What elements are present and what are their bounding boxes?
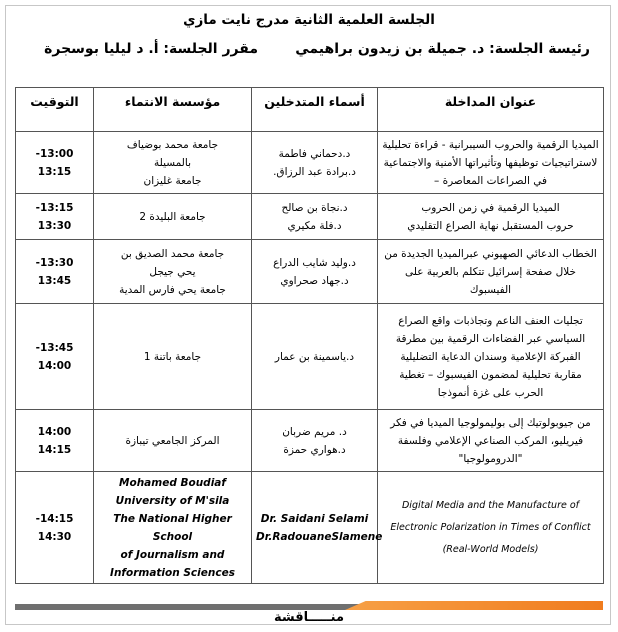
cell-time [16, 240, 94, 304]
speakers-line: د.فلة مكيري [287, 219, 342, 232]
session-chair: رئيسة الجلسة: د. جميلة بن زيدون براهيمي [295, 41, 590, 57]
cell-time [16, 410, 94, 472]
institution-line: Mohamed Boudiaf [119, 476, 226, 489]
cell-topic [378, 240, 604, 304]
topic-line: الميديا الرقمية والحروب السيبرانية - قراءة تحليلية [382, 138, 599, 151]
cell-institution [94, 304, 252, 410]
table-row [16, 240, 604, 304]
cell-time [16, 132, 94, 194]
session-rapporteur: مقرر الجلسة: أ. د ليليا بوسجرة [44, 41, 258, 57]
speakers-line: د.جهاد صحراوي [280, 274, 349, 287]
institution-line: يحي جيجل [149, 265, 196, 278]
table-body [16, 132, 604, 584]
institution-line: جامعة البليدة 2 [139, 210, 206, 223]
speakers-line: د.نجاة بن صالح [281, 201, 348, 214]
cell-speakers [252, 472, 383, 584]
table-row [16, 410, 604, 472]
cell-time [16, 304, 94, 410]
cell-topic [378, 194, 604, 240]
institution-line: The National Higher School [113, 512, 232, 543]
cell-institution [94, 132, 252, 194]
topic-line: "الدرومولوجيا" [458, 452, 523, 465]
speakers-line: Dr. Saidani Selami [260, 512, 369, 525]
topic-line: (Real-World Models) [442, 543, 539, 555]
discussion-label: منـــــاقشة [273, 610, 345, 625]
topic-line: فيريليو، المركب الصناعي الإعلامي وفلسفة [397, 434, 584, 447]
institution-line: جامعة باتنة 1 [143, 350, 202, 363]
cell-time [16, 194, 94, 240]
topic-line: Digital Media and the Manufacture of [401, 499, 579, 511]
table-row [16, 304, 604, 410]
table-row [16, 132, 604, 194]
institution-line: المركز الجامعي تيبازة [125, 434, 220, 447]
topic-line: الميديا الرقمية في زمن الحروب [421, 201, 560, 214]
header-time: التوقيت [16, 88, 94, 132]
topic-line: تجليات العنف الناعم وتجاذبات واقع الصراع [398, 314, 583, 327]
cell-speakers [252, 410, 378, 472]
footer [15, 592, 603, 632]
header-speakers: أسماء المتدخلين [252, 88, 378, 132]
topic-line: الخطاب الدعائي الصهيوني عبرالميديا الجديدة من [384, 247, 597, 260]
institution-line: University of M'sila [115, 494, 230, 507]
time-line: 13:30- [35, 256, 74, 269]
cell-speakers [252, 132, 378, 194]
topic-line: السياسي عبر الفضاءات الرقمية بين مطرقة [395, 332, 586, 345]
cell-time [16, 472, 94, 584]
table-row [16, 472, 604, 584]
time-line: 13:45- [35, 341, 74, 354]
topic-line: حروب المستقبل نهاية الصراع التقليدي [407, 219, 574, 232]
topic-line: من جيوبولوتيك إلى بوليمولوجيا الميديا في فكر [390, 416, 591, 429]
institution-line: جامعة يحي فارس المدية [119, 283, 226, 296]
speakers-line: Dr.RadouaneSlamene [256, 530, 383, 543]
footer-orange-bar [345, 601, 603, 610]
header-institution: مؤسسة الانتماء [94, 88, 252, 132]
session-title: الجلسة العلمية الثانية مدرج نايت مازي [183, 12, 435, 28]
topic-line: Electronic Polarization in Times of Conflict [390, 521, 591, 533]
table-row [16, 194, 604, 240]
institution-line: جامعة غليزان [143, 174, 202, 187]
speakers-line: د.برادة عبد الرزاق. [273, 165, 356, 178]
topic-line: الحرب على غزة أنموذجا [437, 386, 544, 399]
time-line: 13:45 [37, 274, 72, 287]
cell-topic [378, 472, 604, 584]
cell-topic [378, 304, 604, 410]
speakers-line: د. مريم ضربان [282, 425, 347, 438]
cell-speakers [252, 304, 378, 410]
time-line: 13:30 [37, 219, 72, 232]
time-line: 13:15 [37, 165, 72, 178]
cell-topic [378, 410, 604, 472]
cell-institution [94, 410, 252, 472]
topic-line: مقاربة تحليلية لمضمون الفيسبوك – تغطية [399, 368, 582, 381]
topic-line: الفبركة الإعلامية وسندان الدعاية التضليلية [400, 350, 581, 363]
institution-line: بالمسيلة [153, 156, 192, 169]
time-line: 13:00- [35, 147, 74, 160]
cell-speakers [252, 240, 378, 304]
time-line: 14:00 [37, 359, 72, 372]
institution-line: جامعة محمد الصديق بن [120, 247, 225, 260]
cell-topic [378, 132, 604, 194]
speakers-line: د.وليد شايب الدراع [273, 256, 356, 269]
time-line: 14:30 [37, 530, 72, 543]
topic-line: في الصراعات المعاصرة – [434, 174, 547, 187]
table-header-row [16, 88, 604, 132]
header-topic: عنوان المداخلة [378, 88, 604, 132]
speakers-line: د.هواري حمزة [283, 443, 346, 456]
institution-line: جامعة محمد بوضياف [126, 138, 219, 151]
topic-line: خلال صفحة إسرائيل تتكلم بالعربية على [405, 265, 576, 278]
time-line: 14:15- [35, 512, 74, 525]
topic-line: الفيسبوك [469, 283, 512, 296]
institution-line: Information Sciences [110, 566, 235, 579]
time-line: 13:15- [35, 201, 74, 214]
topic-line: لاستراتيجيات توظيفها وتأثيراتها الأمنية والاجتماعية [383, 156, 598, 169]
cell-institution [94, 240, 252, 304]
time-line: 14:00 [37, 425, 72, 438]
speakers-line: د.ياسمينة بن عمار [274, 350, 355, 363]
time-line: 14:15 [37, 443, 72, 456]
speakers-line: د.دحماني فاطمة [278, 147, 351, 160]
cell-institution [94, 472, 252, 584]
cell-institution [94, 194, 252, 240]
cell-speakers [252, 194, 378, 240]
schedule-table [15, 87, 604, 584]
institution-line: of Journalism and [120, 548, 225, 561]
